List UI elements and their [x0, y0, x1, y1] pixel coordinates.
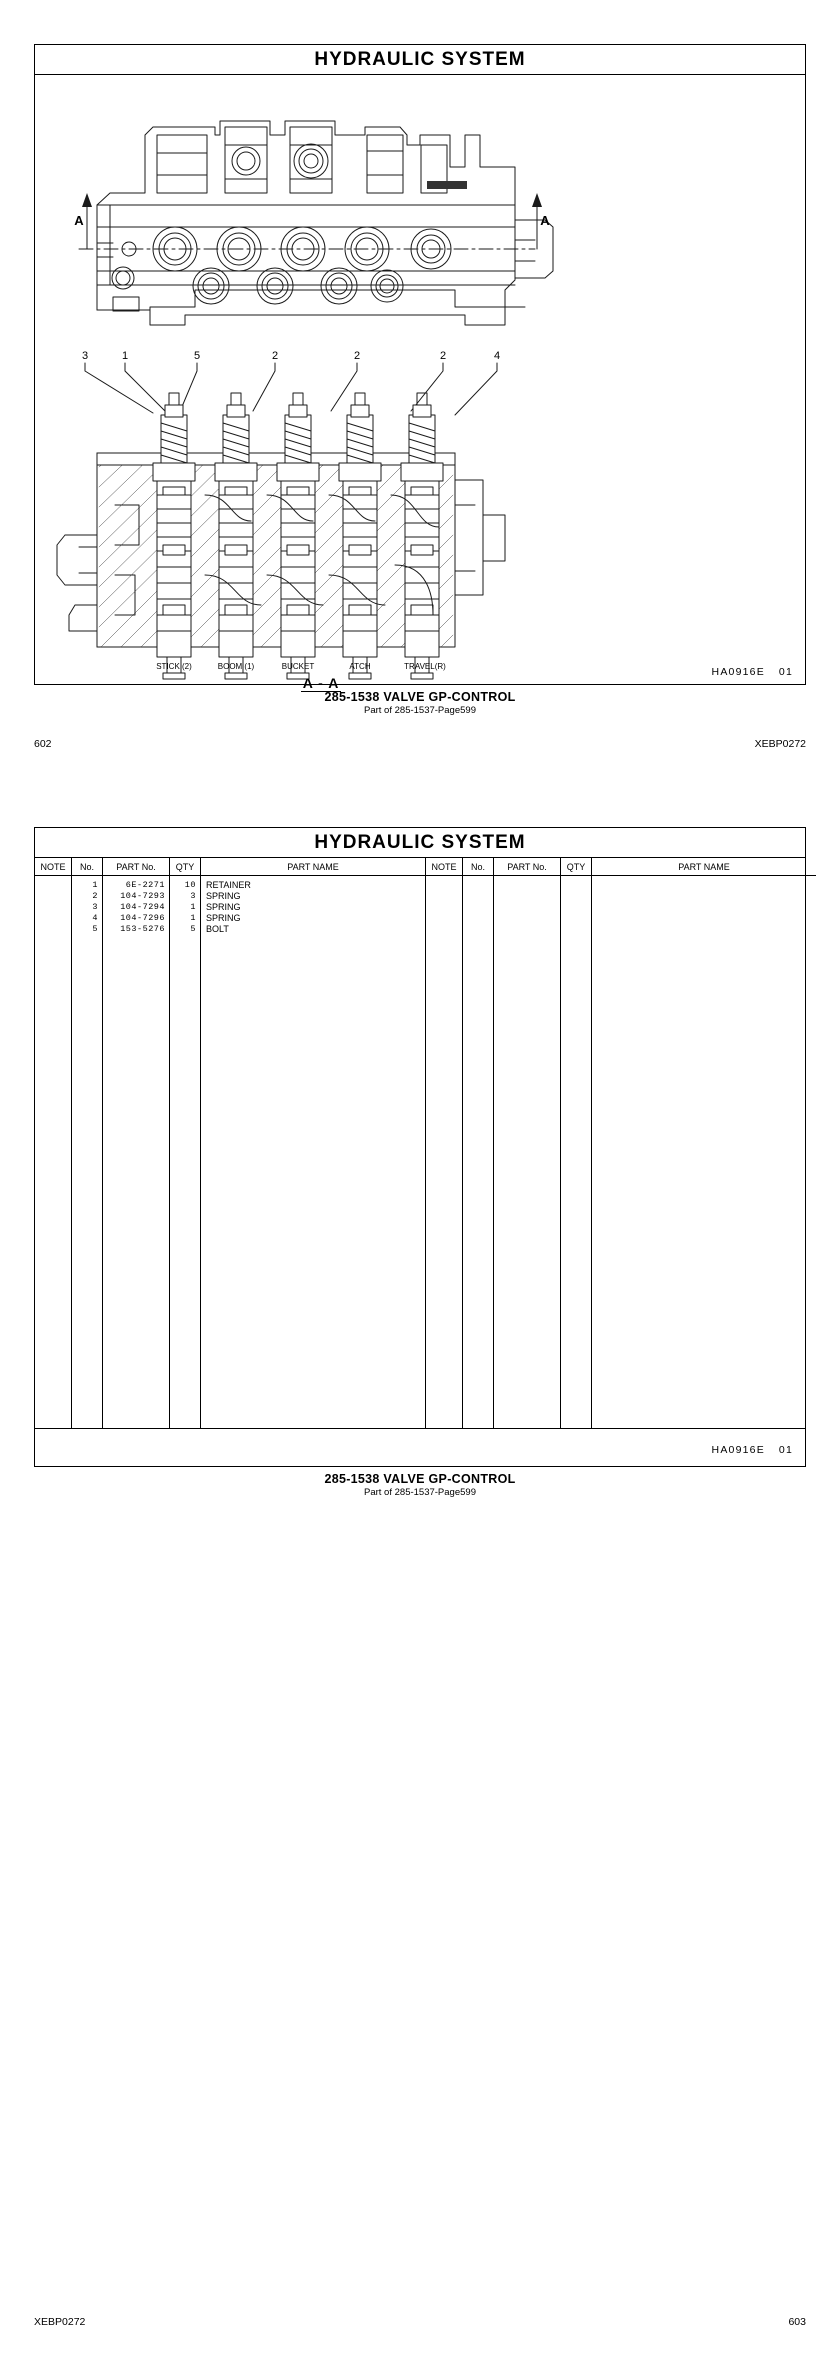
cell-partname-left — [201, 876, 426, 1429]
col-header-no-left: No. — [72, 858, 103, 876]
page-number-one: 602 — [34, 738, 52, 750]
parts-list-sheet — [34, 827, 806, 1467]
section-marker-right-label: A — [540, 213, 550, 228]
col-header-partno-right: PART No. — [494, 858, 561, 876]
item-no: 2 — [92, 891, 98, 901]
item-no: 3 — [92, 902, 98, 912]
item-no: 5 — [92, 924, 98, 934]
part-number: 6E-2271 — [125, 880, 165, 890]
cell-qty-right — [561, 876, 592, 1429]
qty-value: 1 — [190, 913, 196, 923]
figure-caption-two — [34, 1472, 806, 1498]
note-value — [35, 913, 71, 924]
item-no: 4 — [92, 913, 98, 923]
cell-qty-left — [170, 876, 201, 1429]
drawing-rev-value-two: 01 — [778, 1444, 793, 1456]
drawing-code-value-two: HA0916E — [711, 1444, 765, 1456]
caption-sub-two: Part of 285-1537-Page599 — [364, 1487, 476, 1498]
doc-code-one: XEBP0272 — [754, 738, 806, 750]
part-name: SPRING — [206, 913, 241, 923]
col-header-partname-right: PART NAME — [592, 858, 817, 876]
cell-partname-right — [592, 876, 817, 1429]
parts-table-body — [35, 876, 816, 1429]
col-header-partname-left: PART NAME — [201, 858, 426, 876]
section-marker-left-label: A — [74, 213, 84, 228]
col-header-no-right: No. — [463, 858, 494, 876]
page-footer-two — [34, 2316, 806, 2328]
part-number: 104-7294 — [120, 902, 165, 912]
sheet-title-bar — [35, 45, 805, 75]
col-header-qty-left: QTY — [170, 858, 201, 876]
col-header-note-left: NOTE — [35, 858, 72, 876]
cell-note-left — [35, 876, 72, 1429]
part-name: RETAINER — [206, 880, 251, 890]
drawing-code-two — [712, 1444, 793, 1456]
col-header-note-right: NOTE — [426, 858, 463, 876]
caption-sub-one: Part of 285-1537-Page599 — [364, 705, 476, 716]
parts-table — [35, 858, 816, 1428]
page-number-two: 603 — [788, 2316, 806, 2328]
port-label-bucket: BUCKET — [281, 662, 315, 671]
cell-partno-right — [494, 876, 561, 1429]
sheet-title-two: HYDRAULIC SYSTEM — [314, 831, 526, 853]
sheet-title: HYDRAULIC SYSTEM — [314, 48, 526, 70]
drawing-rev-value: 01 — [778, 666, 793, 678]
part-name: SPRING — [206, 902, 241, 912]
drawing-sheet — [34, 44, 806, 691]
qty-value: 10 — [184, 880, 196, 890]
callout-4: 4 — [493, 350, 501, 362]
cell-partno-left — [103, 876, 170, 1429]
part-number: 104-7293 — [120, 891, 165, 901]
sheet-title-bar-two — [35, 828, 805, 858]
drawing-area — [35, 75, 805, 691]
drawing-code-one — [712, 666, 793, 678]
cell-no-left — [72, 876, 103, 1429]
caption-main-two: 285-1538 VALVE GP-CONTROL — [324, 1472, 516, 1486]
note-value — [35, 880, 71, 891]
qty-value: 5 — [190, 924, 196, 934]
note-value — [35, 902, 71, 913]
note-value — [35, 924, 71, 935]
port-label-atch: ATCH — [349, 662, 371, 671]
callout-2c: 2 — [439, 350, 447, 362]
drawing-code-value: HA0916E — [711, 666, 765, 678]
parts-table-header — [35, 858, 816, 876]
parts-table-footer — [35, 1428, 805, 1465]
part-name: BOLT — [206, 924, 229, 934]
qty-value: 3 — [190, 891, 196, 901]
col-header-qty-right: QTY — [561, 858, 592, 876]
hydraulic-valve-drawing — [35, 75, 805, 685]
figure-caption-one — [34, 690, 806, 716]
port-label-stick: STICK (2) — [156, 662, 192, 671]
callout-5: 5 — [193, 350, 201, 362]
note-value — [35, 891, 71, 902]
port-label-travel: TRAVEL(R) — [404, 662, 446, 671]
cell-no-right — [463, 876, 494, 1429]
callout-1: 1 — [121, 350, 129, 362]
callout-2b: 2 — [353, 350, 361, 362]
part-name: SPRING — [206, 891, 241, 901]
caption-main-one: 285-1538 VALVE GP-CONTROL — [324, 690, 516, 704]
item-no: 1 — [92, 880, 98, 890]
col-header-partno-left: PART No. — [103, 858, 170, 876]
port-label-boom: BOOM (1) — [217, 662, 255, 671]
part-number: 153-5276 — [120, 924, 165, 934]
callout-2a: 2 — [271, 350, 279, 362]
doc-code-two: XEBP0272 — [34, 2316, 86, 2328]
part-number: 104-7296 — [120, 913, 165, 923]
page-footer-one — [34, 738, 806, 750]
cell-note-right — [426, 876, 463, 1429]
callout-3: 3 — [81, 350, 89, 362]
section-label: A - A — [302, 675, 340, 691]
qty-value: 1 — [190, 902, 196, 912]
